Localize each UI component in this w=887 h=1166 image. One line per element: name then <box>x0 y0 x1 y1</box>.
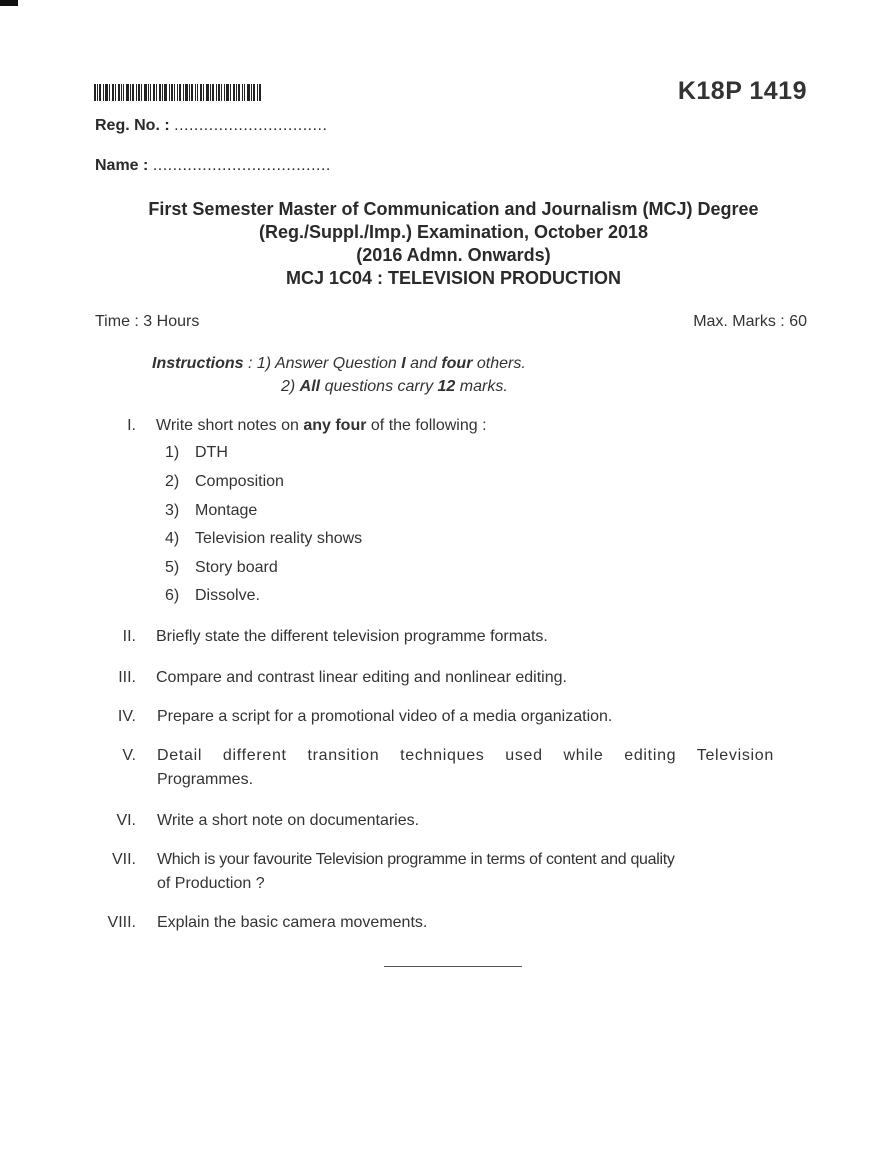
paper-code: K18P 1419 <box>677 77 807 105</box>
reg-no-label: Reg. No. : <box>95 117 170 134</box>
sub-item: 5) Story board <box>165 559 278 576</box>
sub-item: 6) Dissolve. <box>165 587 260 604</box>
exam-heading <box>0 198 887 290</box>
question-number: IV. <box>117 708 136 725</box>
reg-no-blank: ............................... <box>174 117 328 134</box>
question-number: III. <box>118 669 136 686</box>
name-field <box>95 157 331 175</box>
name-label: Name : <box>95 157 149 174</box>
question-text: Explain the basic camera movements. <box>157 914 428 931</box>
question-number: II. <box>122 628 136 645</box>
instructions <box>152 352 526 398</box>
sub-item: 4) Television reality shows <box>165 530 363 547</box>
question-number: V. <box>122 747 136 764</box>
question-text: Which is your favourite Television programme in terms of content and quality <box>157 851 675 868</box>
question-text: Compare and contrast linear editing and nonlinear editing. <box>156 669 567 686</box>
name-blank: .................................... <box>152 157 331 174</box>
question-number: VIII. <box>107 914 136 931</box>
question-number: VI. <box>116 812 136 829</box>
scan-corner-mark <box>0 0 18 6</box>
question-number: VII. <box>111 851 136 868</box>
end-of-paper-rule <box>384 966 522 967</box>
question-text: Write short notes on any four of the following : <box>156 417 487 434</box>
sub-item: 3) Montage <box>165 502 258 519</box>
question-text-continued: of Production ? <box>157 875 265 892</box>
question-text: Detail different transition techniques used while editing Television <box>157 747 774 764</box>
heading-line-2: (Reg./Suppl./Imp.) Examination, October 2018 <box>258 222 649 242</box>
heading-line-4: MCJ 1C04 : TELEVISION PRODUCTION <box>285 268 622 288</box>
question-number: I. <box>127 417 136 434</box>
barcode <box>94 84 262 101</box>
sub-item: 1) DTH <box>165 444 228 461</box>
instruction-line-1: Instructions : 1) Answer Question I and four others. <box>152 355 526 372</box>
heading-line-1: First Semester Master of Communication and Journalism (MCJ) Degree <box>148 199 759 219</box>
time-allowed: Time : 3 Hours <box>95 313 200 330</box>
sub-item: 2) Composition <box>165 473 284 490</box>
question-text: Prepare a script for a promotional video of a media organization. <box>157 708 613 725</box>
question-text: Briefly state the different television programme formats. <box>156 628 548 645</box>
heading-line-3: (2016 Admn. Onwards) <box>356 245 551 265</box>
instructions-label: Instructions <box>152 355 244 372</box>
question-text-continued: Programmes. <box>157 771 254 788</box>
max-marks: Max. Marks : 60 <box>693 313 807 330</box>
question-text: Write a short note on documentaries. <box>157 812 420 829</box>
instruction-line-2: 2) All questions carry 12 marks. <box>281 378 508 395</box>
reg-no-field <box>95 117 327 135</box>
